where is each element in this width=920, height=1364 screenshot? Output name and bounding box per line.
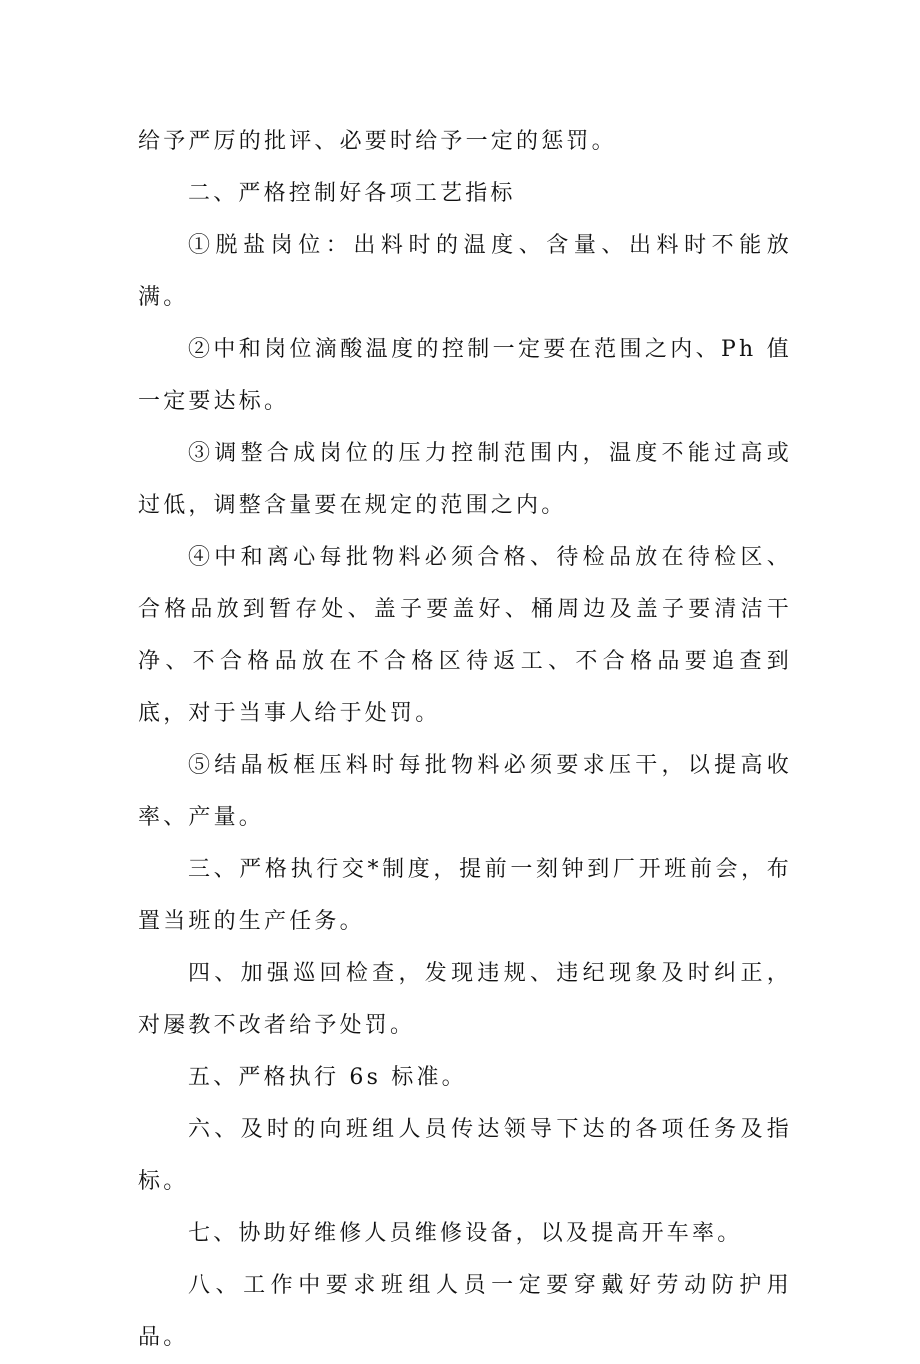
section-7: 七、协助好维修人员维修设备，以及提高开车率。: [188, 1221, 743, 1246]
section-6: 六、及时的向班组人员传达领导下达的各项任务及指标。: [138, 1117, 792, 1194]
paragraph-continuation: 给予严厉的批评、必要时给予一定的惩罚。: [138, 129, 617, 154]
list-item-3: ③调整合成岗位的压力控制范围内，温度不能过高或过低，调整含量要在规定的范围之内。: [138, 441, 792, 518]
section-4: 四、加强巡回检查，发现违规、违纪现象及时纠正，对屡教不改者给予处罚。: [138, 961, 792, 1038]
section-8: 八、工作中要求班组人员一定要穿戴好劳动防护用品。: [138, 1273, 792, 1350]
section-5: 五、严格执行 6s 标准。: [188, 1065, 467, 1090]
list-item-2: ②中和岗位滴酸温度的控制一定要在范围之内、Ph 值一定要达标。: [138, 337, 792, 414]
document-body: [138, 116, 792, 1364]
section-3: 三、严格执行交*制度，提前一刻钟到厂开班前会，布置当班的生产任务。: [138, 857, 792, 934]
section-heading-2: 二、严格控制好各项工艺指标: [188, 181, 516, 206]
list-item-1: ①脱盐岗位：出料时的温度、含量、出料时不能放满。: [138, 233, 792, 310]
list-item-4: ④中和离心每批物料必须合格、待检品放在待检区、合格品放到暂存处、盖子要盖好、桶周边及盖子要清洁干净、不合格品放在不合格区待返工、不合格品要追查到底，对于当事人给于处罚。: [138, 545, 792, 726]
list-item-5: ⑤结晶板框压料时每批物料必须要求压干，以提高收率、产量。: [138, 753, 792, 830]
